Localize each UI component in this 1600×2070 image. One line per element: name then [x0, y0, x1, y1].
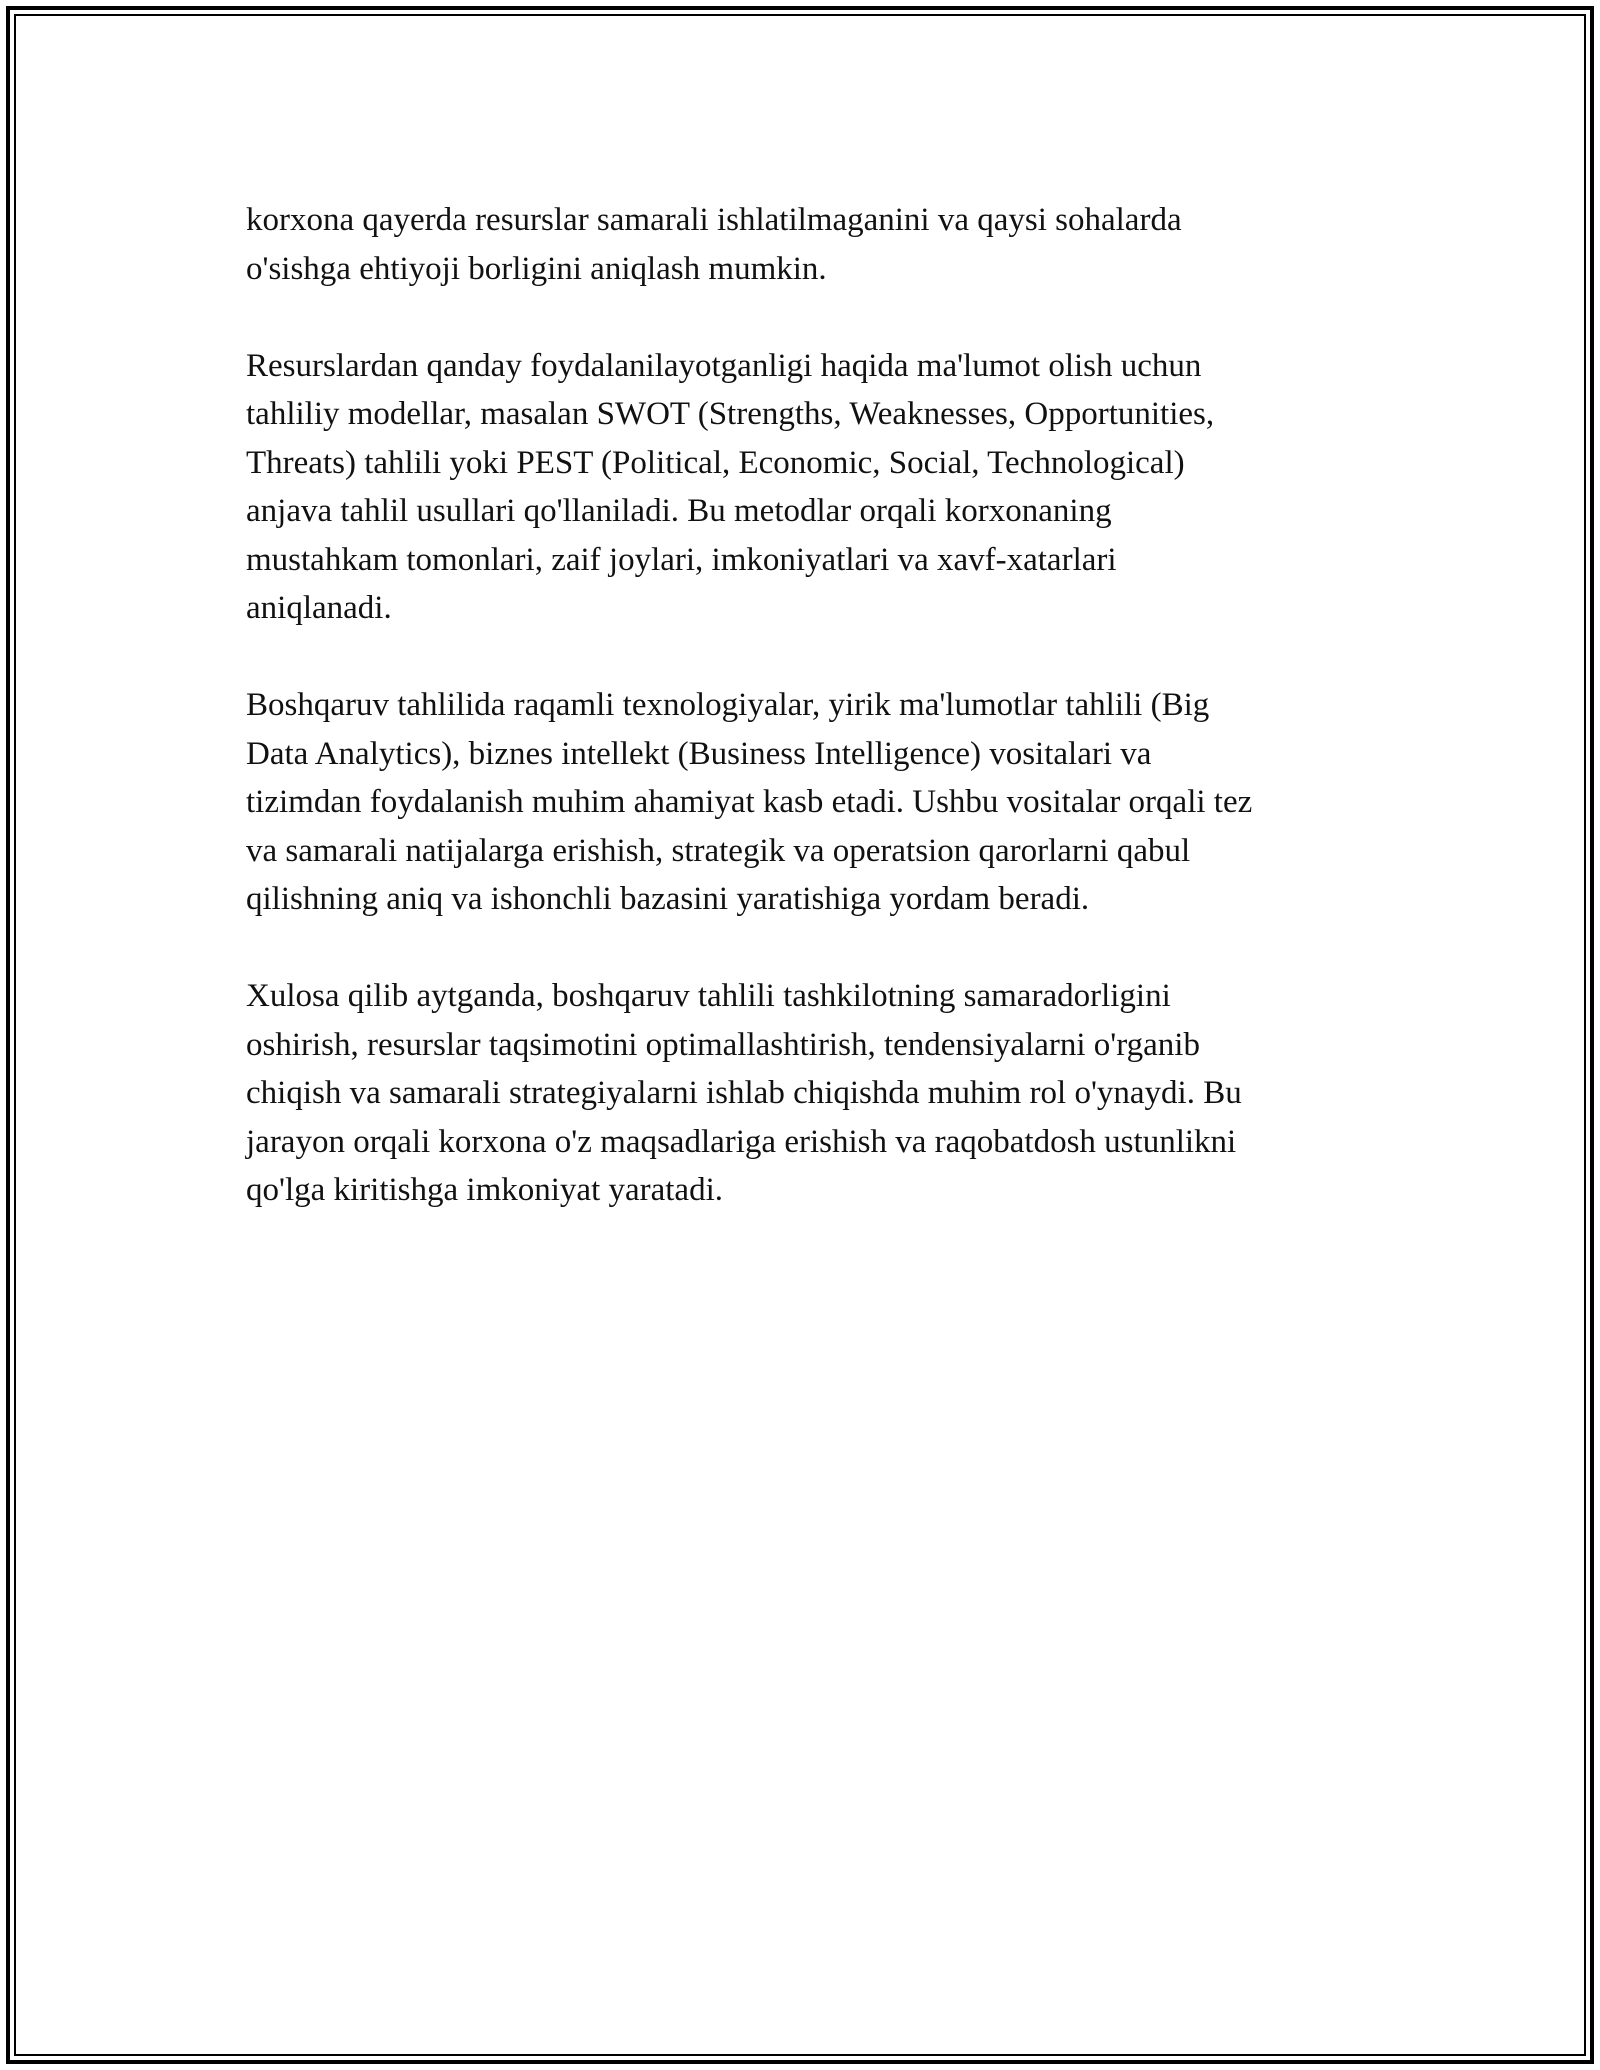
paragraph-conclusion: Xulosa qilib aytganda, boshqaruv tahlili tashkilotning samaradorligini oshirish, resurslar taqsimotini optimallashtirish, tendensiyalarni o'rganib chiqish va samarali strategiyalarni ishlab chiqishda muhim rol o'ynaydi. Bu jarayon orqali korxona o'z maqsadlariga erishish va raqobatdosh ustunlikni qo'lga kiritishga imkoniyat yaratadi. [246, 978, 1242, 1208]
page-border [6, 6, 1594, 2064]
paragraph-analytical-models: Resurslardan qanday foydalanilayotganligi haqida ma'lumot olish uchun tahliliy modellar, masalan SWOT (Strengths, Weaknesses, Opportunities, Threats) tahlili yoki PEST (Political, Economic, Social, Technological) anjava tahlil usullari qo'llaniladi. Bu metodlar orqali korxonaning mustahkam tomonlari, zaif joylari, imkoniyatlari va xavf-xatarlari aniqlanadi. [246, 347, 1215, 626]
paragraph-resource-efficiency: korxona qayerda resurslar samarali ishlatilmaganini va qaysi sohalarda o'sishga ehtiyoji borligini aniqlash mumkin. [246, 202, 1182, 287]
paragraph-digital-technologies: Boshqaruv tahlilida raqamli texnologiyalar, yirik ma'lumotlar tahlili (Big Data Analytics), biznes intellekt (Business Intelligence) vositalari va tizimdan foydalanish muhim ahamiyat kasb etadi. Ushbu vositalar orqali tez va samarali natijalarga erishish, strategik va operatsion qarorlarni qabul qilishning aniq va ishonchli bazasini yaratishiga yordam beradi. [246, 687, 1253, 917]
document-body [246, 196, 1376, 1263]
